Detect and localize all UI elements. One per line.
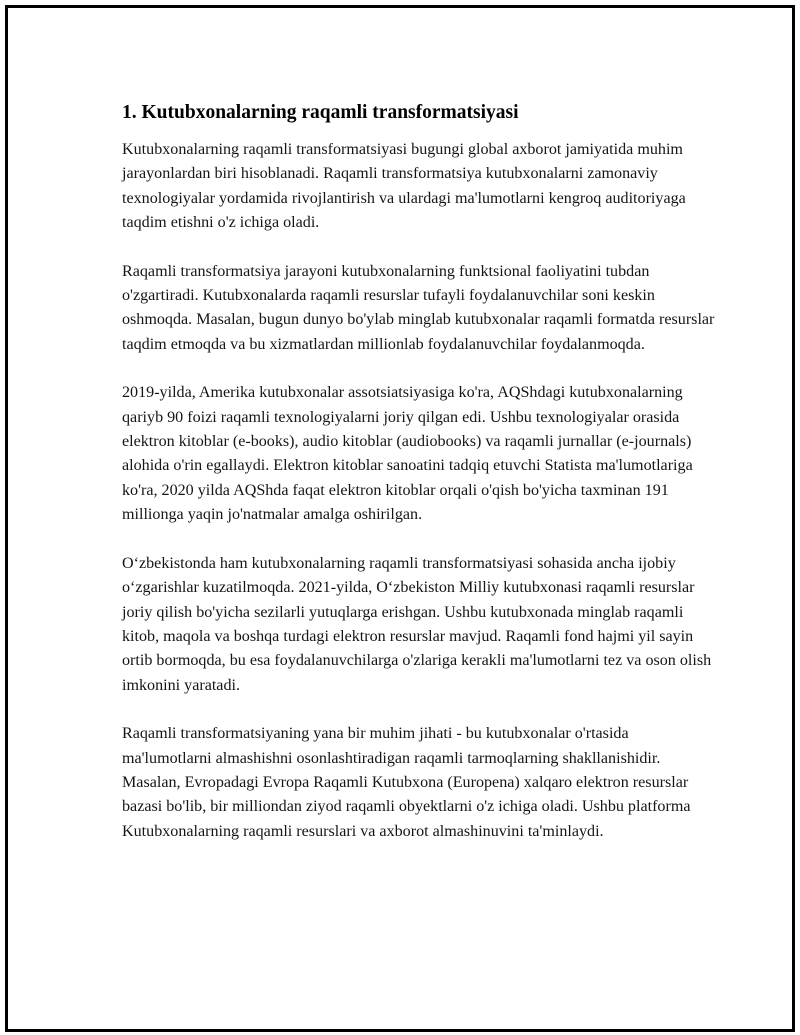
paragraph-5: Raqamli transformatsiyaning yana bir muhim jihati - bu kutubxonalar o'rtasida ma'lumotlarni almashishni osonlashtiradigan raqamli tarmoqlarning shakllanishidir. Masalan, Evropadagi Evropa Raqamli Kutubxona (Europena) xalqaro elektron resurslar bazasi bo'lib, bir milliondan ziyod raqamli obyektlarni o'z ichiga oladi. Ushbu platforma Kutubxonalarning raqamli resurslari va axborot almashinuvini ta'minlaydi. (122, 725, 691, 840)
document-body (122, 100, 722, 844)
paragraph-4: O‘zbekistonda ham kutubxonalarning raqamli transformatsiyasi sohasida ancha ijobiy o‘zgarishlar kuzatilmoqda. 2021-yilda, O‘zbekiston Milliy kutubxonasi raqamli resurslar joriy qilish bo'yicha sezilarli yutuqlarga erishgan. Ushbu kutubxonada minglab raqamli kitob, maqola va boshqa turdagi elektron resurslar mavjud. Raqamli fond hajmi yil sayin ortib bormoqda, bu esa foydalanuvchilarga o'zlariga kerakli ma'lumotlarni tez va oson olish imkonini yaratadi. (122, 554, 712, 694)
paragraph-3: 2019-yilda, Amerika kutubxonalar assotsiatsiyasiga ko'ra, AQShdagi kutubxonalarning qariyb 90 foizi raqamli texnologiyalarni joriy qilgan edi. Ushbu texnologiyalar orasida elektron kitoblar (e-books), audio kitoblar (audiobooks) va raqamli jurnallar (e-journals) alohida o'rin egallaydi. Elektron kitoblar sanoatini tadqiq etuvchi Statista ma'lumotlariga ko'ra, 2020 yilda AQShda faqat elektron kitoblar orqali o'qish bo'yicha taxminan 191 millionga yaqin jo'natmalar amalga oshirilgan. (122, 384, 693, 524)
page-frame (5, 5, 795, 1032)
paragraph-1: Kutubxonalarning raqamli transformatsiyasi bugungi global axborot jamiyatida muhim jarayonlardan biri hisoblanadi. Raqamli transformatsiya kutubxonalarni zamonaviy texnologiyalar yordamida rivojlantirish va ulardagi ma'lumotlarni kengroq auditoriyaga taqdim etishni o'z ichiga oladi. (122, 141, 686, 232)
section-heading: 1. Kutubxonalarning raqamli transformatsiyasi (122, 102, 519, 123)
paragraph-2: Raqamli transformatsiya jarayoni kutubxonalarning funktsional faoliyatini tubdan o'zgartiradi. Kutubxonalarda raqamli resurslar tufayli foydalanuvchilar soni keskin oshmoqda. Masalan, bugun dunyo bo'ylab minglab kutubxonalar raqamli formatda resurslar taqdim etmoqda va bu xizmatlardan millionlab foydalanuvchilar foydalanmoqda. (122, 262, 715, 353)
